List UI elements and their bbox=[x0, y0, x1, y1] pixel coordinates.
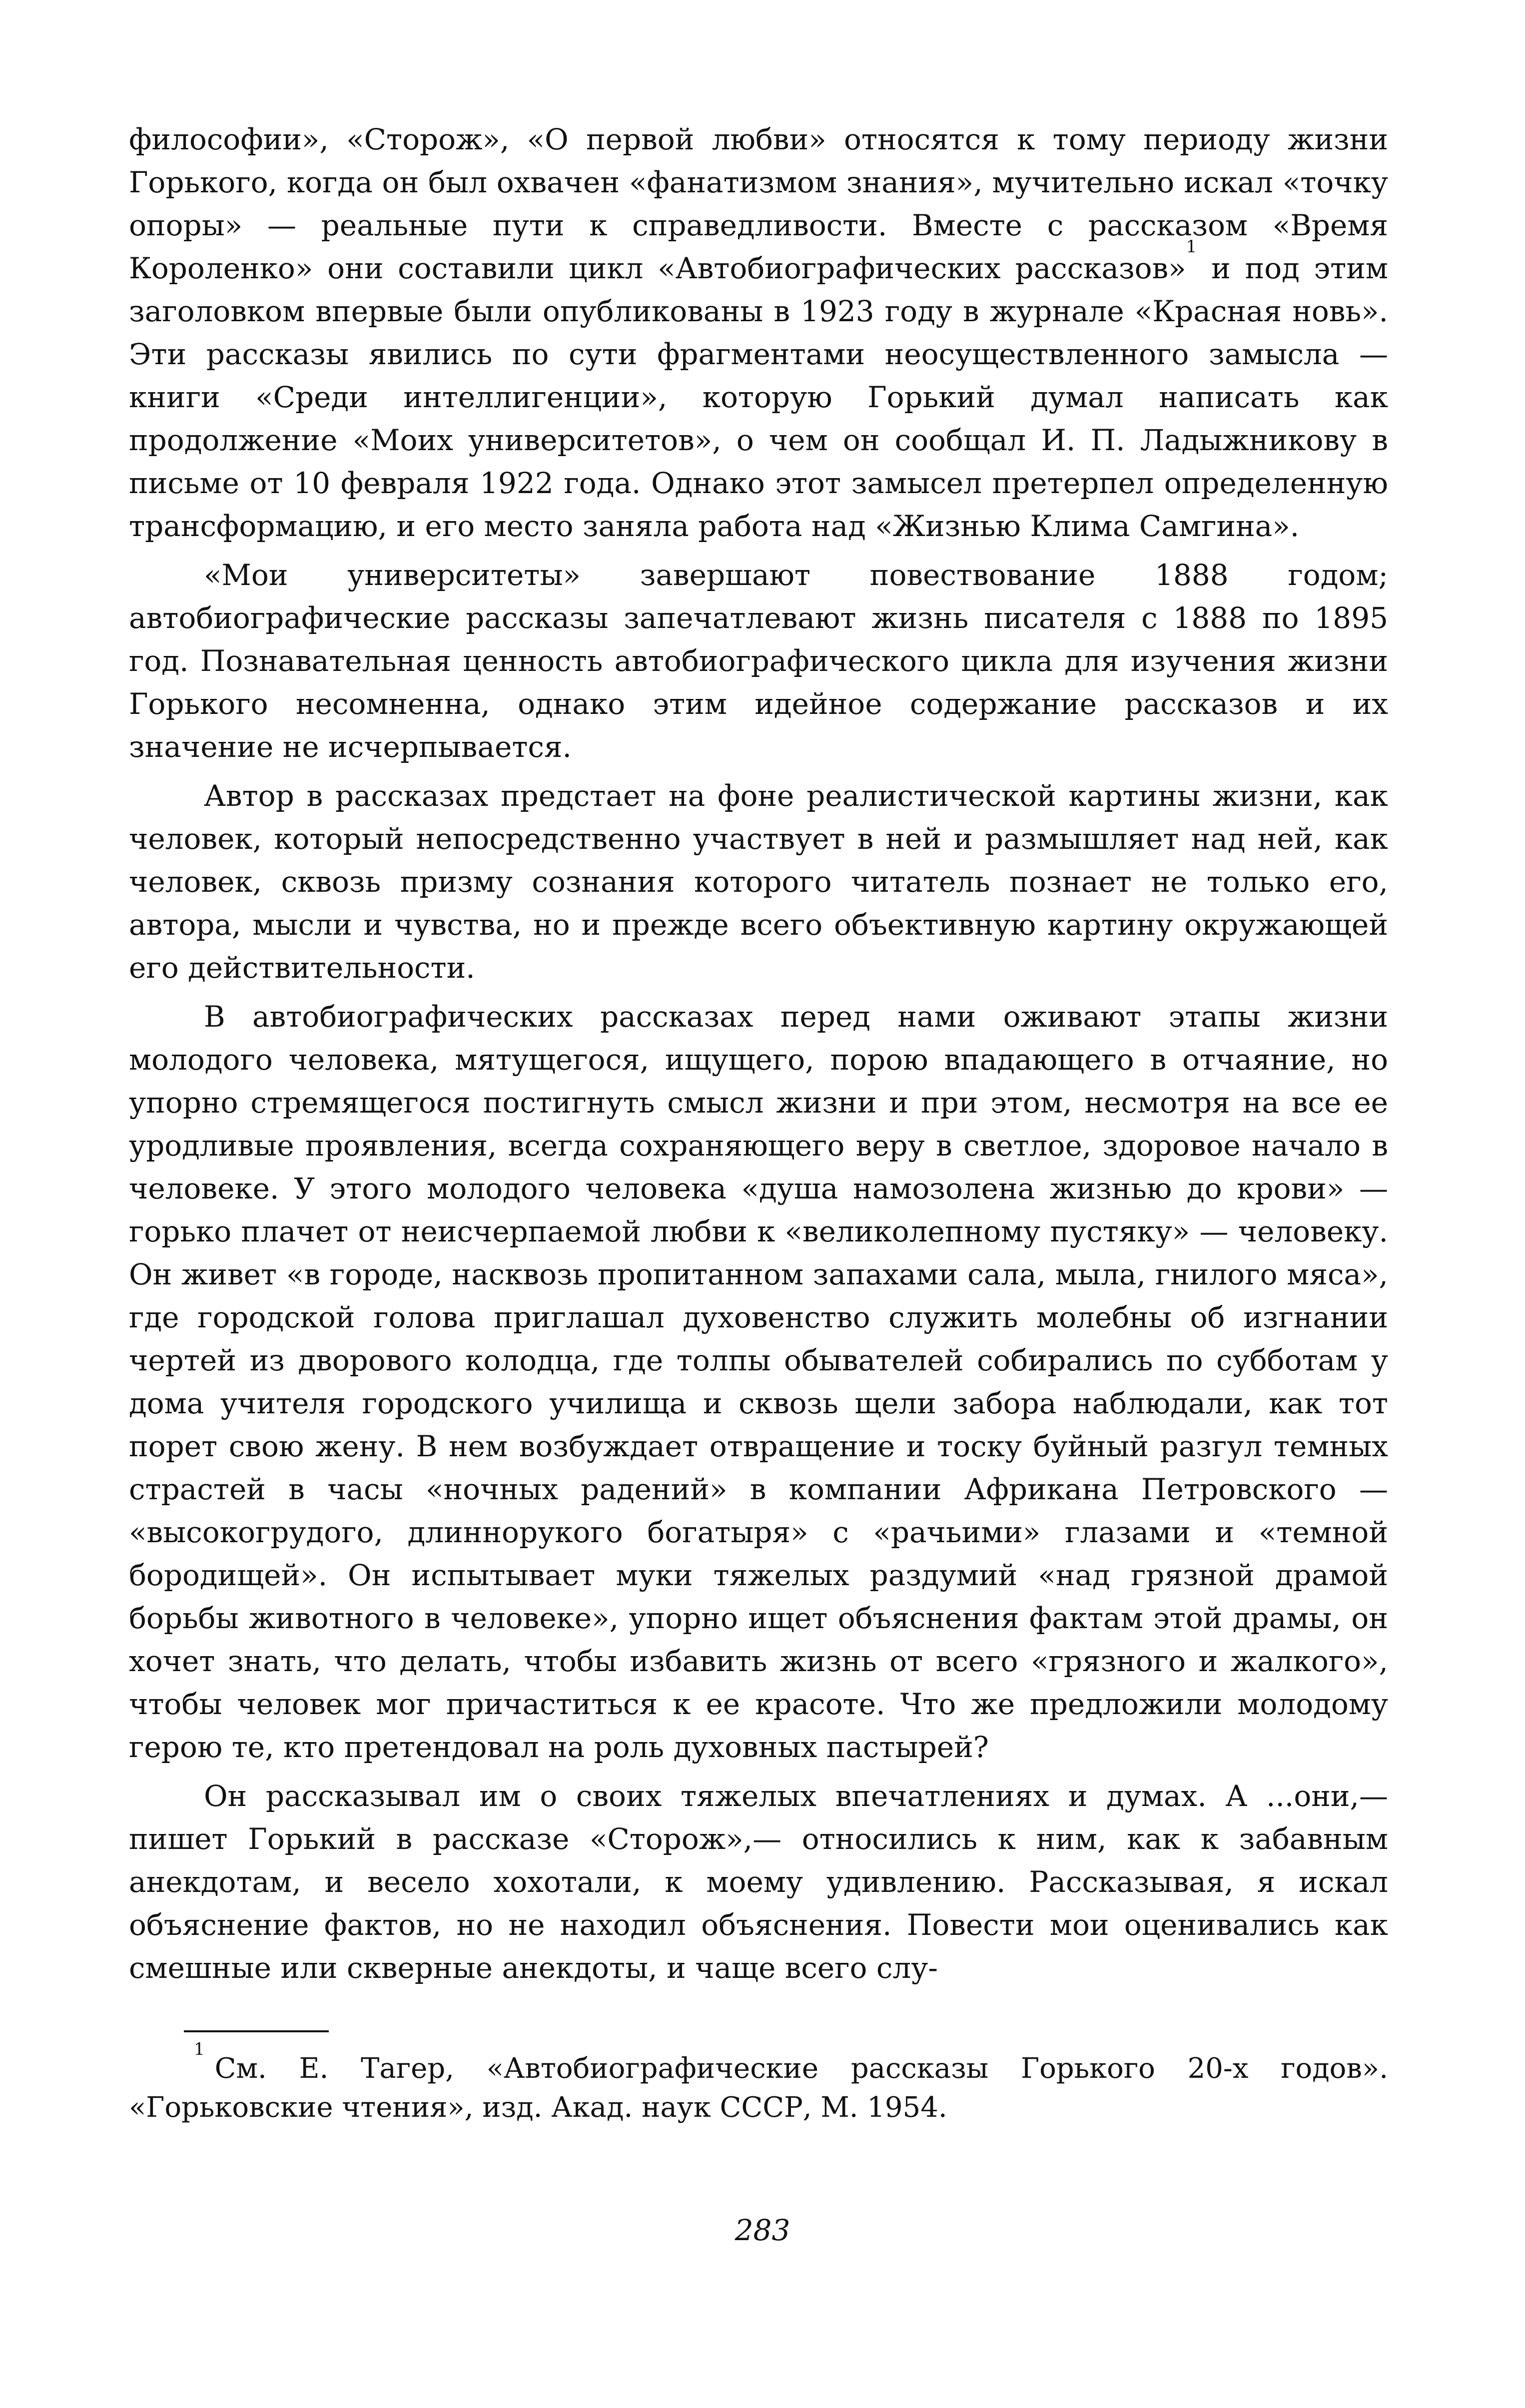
paragraph-1-text-a: философии», «Сторож», «О первой любви» относятся к тому периоду жизни Горького, когда он был охвачен «фанатизмом знания», мучительно искал «точку опоры» — реальные пути к справедливости. Вместе с рассказом «Время Короленко» они составили цикл «Автобиографических рассказов» bbox=[129, 122, 1388, 285]
footnote-mark: 1 bbox=[194, 2039, 205, 2059]
paragraph-1 bbox=[129, 118, 1388, 548]
paragraph-3: Автор в рассказах предстает на фоне реалистической картины жизни, как человек, который непосредственно участвует в ней и размышляет над ней, как человек, сквозь призму сознания которого читатель познает не только его, автора, мысли и чувства, но и прежде всего объективную картину окружающей его действительности. bbox=[129, 779, 1388, 985]
footnote-reference: 1 bbox=[1186, 237, 1197, 257]
page-body bbox=[129, 118, 1388, 2127]
paragraph-4: В автобиографических рассказах перед нами оживают этапы жизни молодого человека, мятущегося, ищущего, порою впадающего в отчаяние, но упорно стремящегося постигнуть смысл жизни и при этом, несмотря на все ее уродливые проявления, всегда сохраняющего веру в светлое, здоровое начало в человеке. У этого молодого человека «душа намозолена жизнью до крови» — горько плачет от неисчерпаемой любви к «великолепному пустяку» — человеку. Он живет «в городе, насквозь пропитанном запахами сала, мыла, гнилого мяса», где городской голова приглашал духовенство служить молебны об изгнании чертей из дворового колодца, где толпы обывателей собирались по субботам у дома учителя городского училища и сквозь щели забора наблюдали, как тот порет свою жену. В нем возбуждает отвращение и тоску буйный разгул темных страстей в часы «ночных радений» в компании Африкана Петровского — «высокогрудого, длиннорукого богатыря» с «рачьими» глазами и «темной бородищей». Он испытывает муки тяжелых раздумий «над грязной драмой борьбы животного в человеке», упорно ищет объяснения фактам этой драмы, он хочет знать, что делать, чтобы избавить жизнь от всего «грязного и жалкого», чтобы человек мог причаститься к ее красоте. Что же предложили молодому герою те, кто претендовал на роль духовных пастырей? bbox=[129, 1000, 1388, 1764]
paragraph-5: Он рассказывал им о своих тяжелых впечатлениях и думах. А ...они,— пишет Горький в рассказе «Сторож»,— относились к ним, как к забавным анекдотам, и весело хохотали, к моему удивлению. Рассказывая, я искал объяснение фактов, но не находил объяснения. Повести мои оценивались как смешные или скверные анекдоты, и чаще всего слу- bbox=[129, 1779, 1388, 1985]
footnote-divider bbox=[184, 2030, 329, 2032]
footnote bbox=[129, 2039, 1388, 2127]
page-number: 283 bbox=[735, 2213, 790, 2247]
paragraph-1-text-b: и под этим заголовком впервые были опубликованы в 1923 году в журнале «Красная новь». Эти рассказы явились по сути фрагментами неосуществленного замысла — книги «Среди интеллигенции», которую Горький думал написать как продолжение «Моих университетов», о чем он сообщал И. П. Ладыжникову в письме от 10 февраля 1922 года. Однако этот замысел претерпел определенную трансформацию, и его место заняла работа над «Жизнью Клима Самгина». bbox=[129, 251, 1388, 543]
footnote-text: См. Е. Тагер, «Автобиографические рассказы Горького 20-х годов». «Горьковские чтения», изд. Акад. наук СССР, М. 1954. bbox=[129, 2052, 1388, 2124]
paragraph-2: «Мои университеты» завершают повествование 1888 годом; автобиографические рассказы запечатлевают жизнь писателя с 1888 по 1895 год. Познавательная ценность автобиографического цикла для изучения жизни Горького несомненна, однако этим идейное содержание рассказов и их значение не исчерпывается. bbox=[129, 558, 1388, 764]
